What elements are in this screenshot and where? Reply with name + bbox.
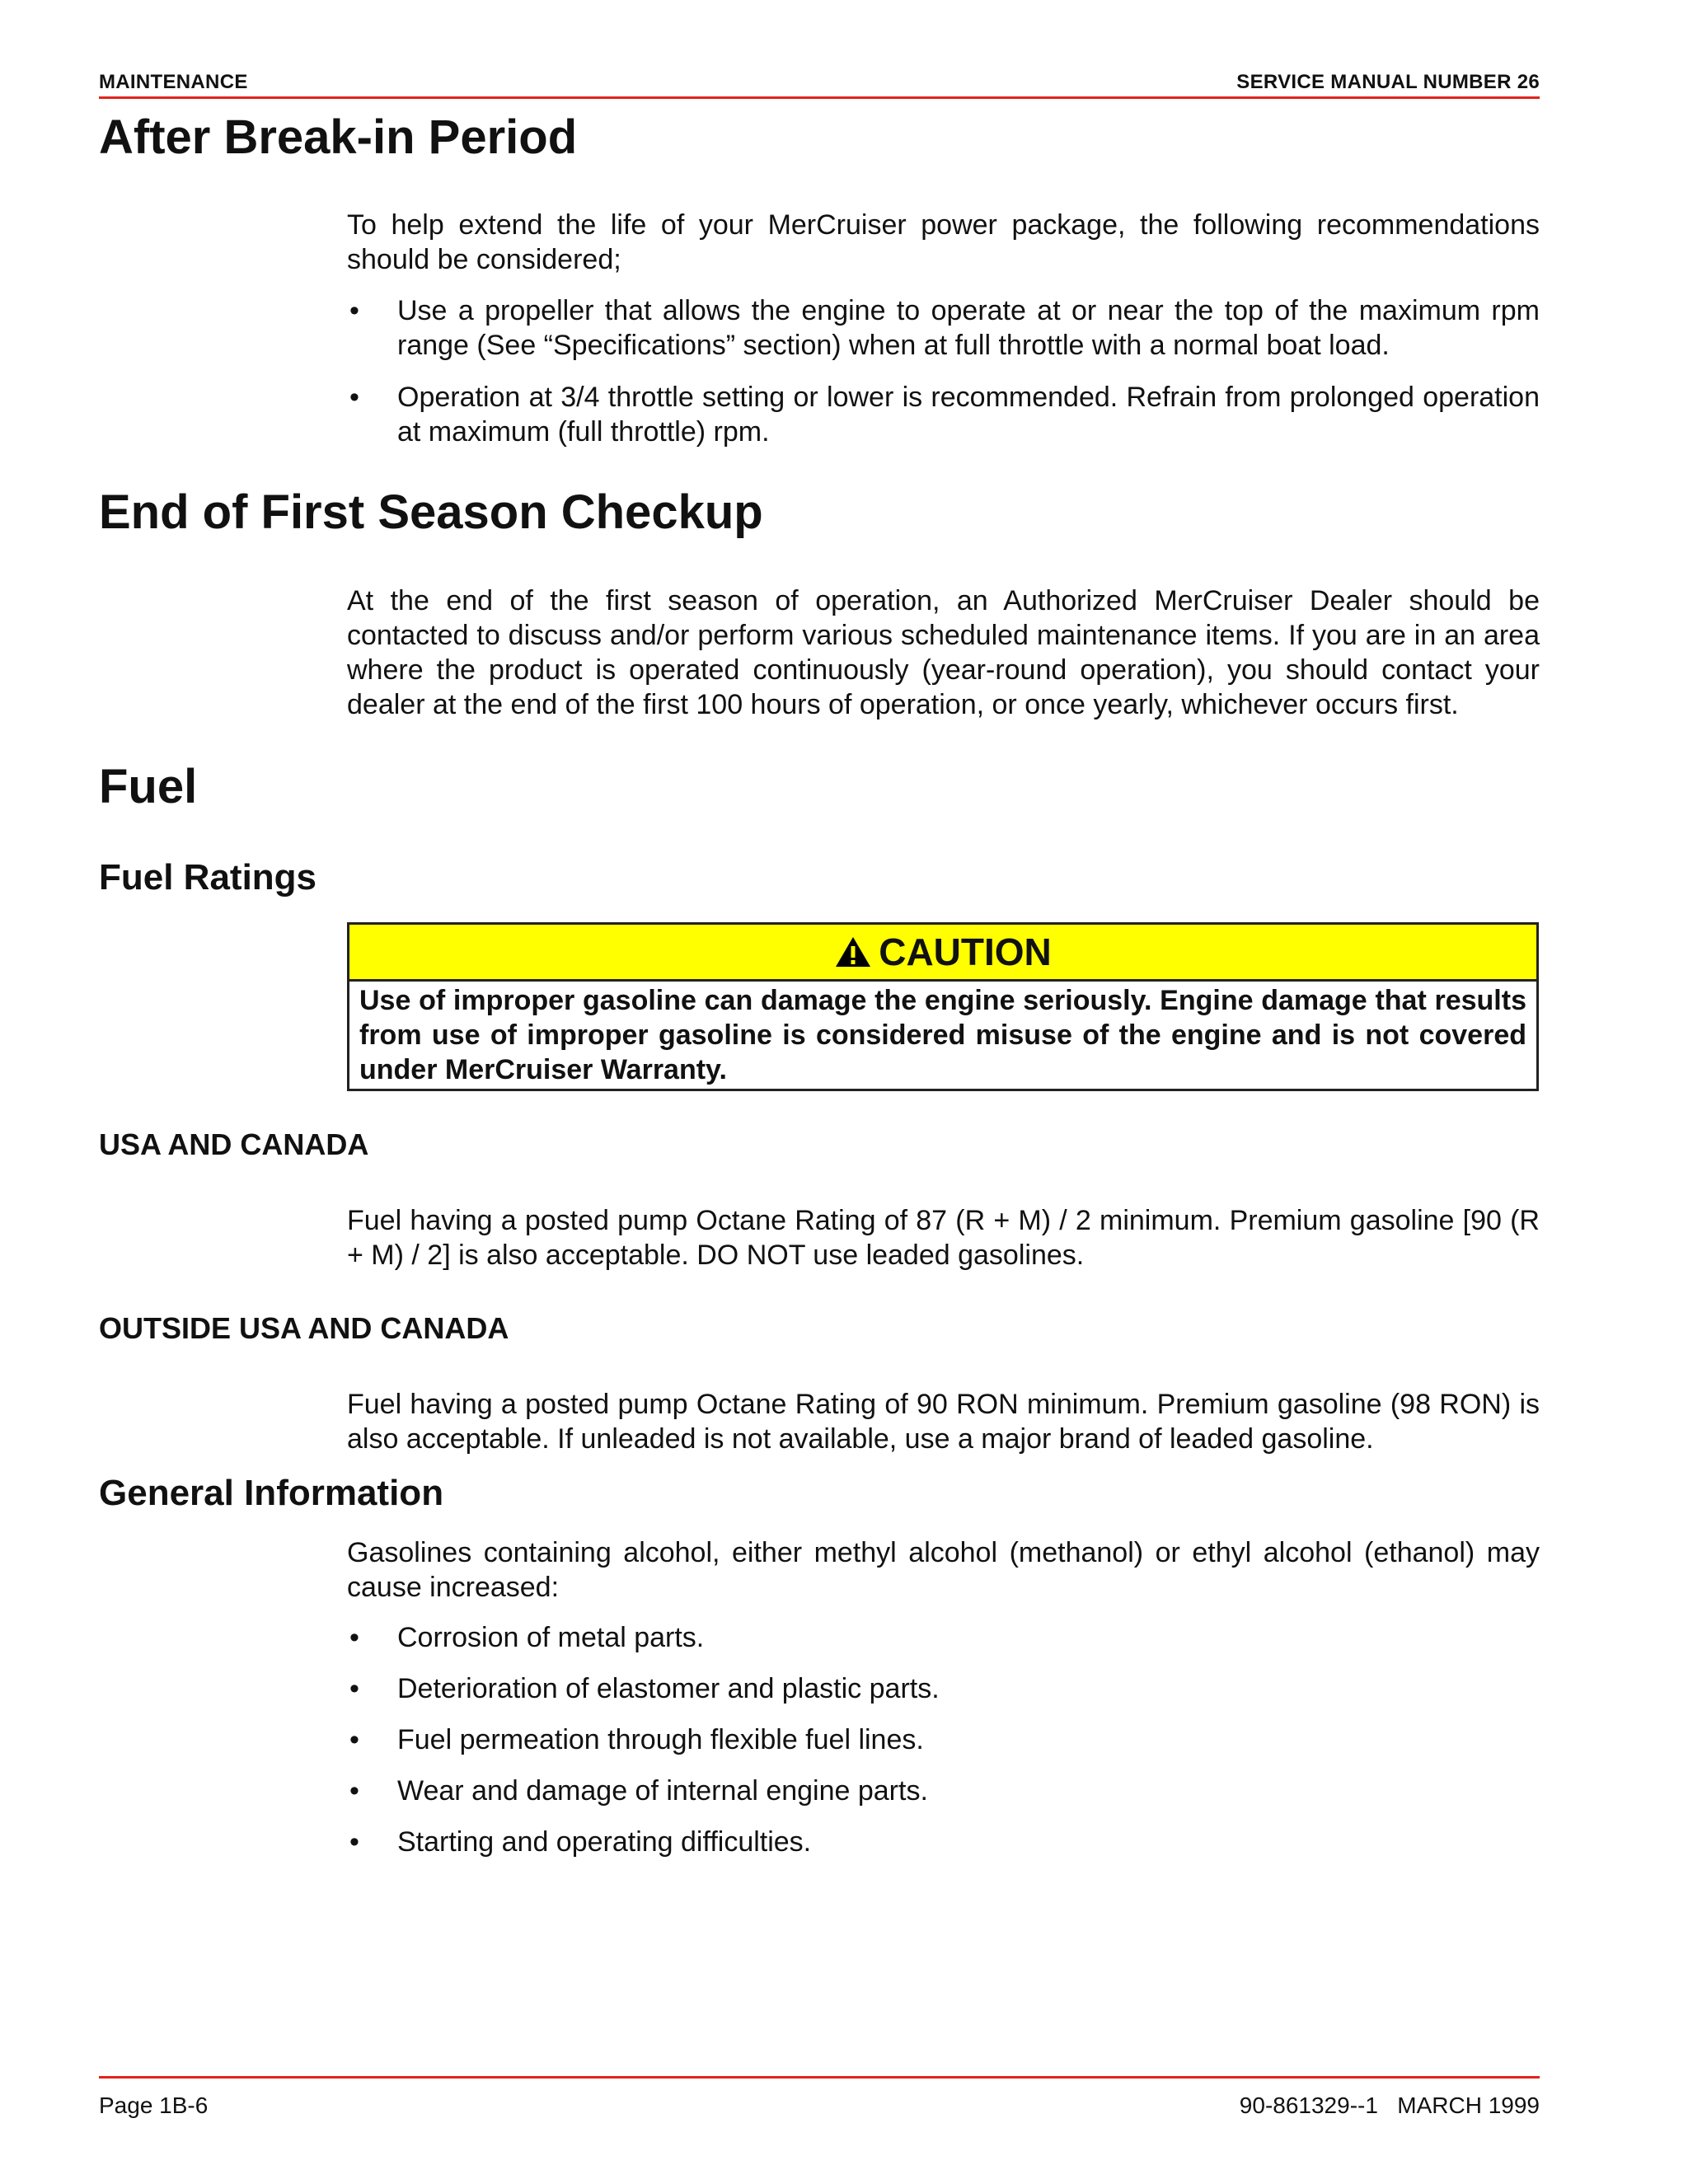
bullet-icon: • [349, 1775, 359, 1807]
general-information-intro: Gasolines containing alcohol, either methyl alcohol (methanol) or ethyl alcohol (ethanol) may cause increased: [347, 1537, 1540, 1603]
first-season-body: At the end of the first season of operation, an Authorized MerCruiser Dealer should be contacted to discuss and/or perform various scheduled maintenance items. If you are in an area where the product is operated continuously (year-round operation), you should contact your dealer at the end of the first 100 hours of operation, or once yearly, whichever occurs first. [347, 585, 1540, 720]
list-item [347, 1620, 1540, 1655]
list-item-text: Wear and damage of internal engine parts. [397, 1775, 928, 1807]
list-item [347, 1671, 1540, 1706]
section-title-fuel: Fuel [99, 760, 198, 813]
outside-usa-canada-body: Fuel having a posted pump Octane Rating of 90 RON minimum. Premium gasoline (98 RON) is also acceptable. If unleaded is not available, use a major brand of leaded gasoline. [347, 1389, 1540, 1455]
warning-triangle-icon [834, 935, 872, 968]
usa-canada-body: Fuel having a posted pump Octane Rating of 87 (R + M) / 2 minimum. Premium gasoline [90 (R + M) / 2] is also acceptable. DO NOT use leaded gasolines. [347, 1205, 1540, 1271]
caution-box [347, 922, 1539, 1091]
subsection-title-fuel-ratings: Fuel Ratings [99, 857, 317, 898]
caution-label: CAUTION [879, 930, 1052, 973]
bullet-icon: • [349, 295, 359, 326]
list-item [347, 1825, 1540, 1859]
list-item-text: Fuel permeation through flexible fuel lines. [397, 1724, 924, 1755]
bullet-icon: • [349, 382, 359, 413]
list-item [347, 1774, 1540, 1808]
bullet-icon: • [349, 1622, 359, 1653]
document-number-date: 90-861329--1 MARCH 1999 [1239, 2093, 1540, 2118]
header-section: MAINTENANCE [99, 71, 248, 93]
page-header [99, 71, 1540, 96]
list-item-text: Corrosion of metal parts. [397, 1622, 705, 1653]
list-item [347, 293, 1540, 363]
list-item-text: Operation at 3/4 throttle setting or lower is recommended. Refrain from prolonged operation at maximum (full throttle) rpm. [397, 382, 1540, 448]
header-manual-number: SERVICE MANUAL NUMBER 26 [1236, 71, 1540, 93]
caution-header [349, 925, 1536, 982]
list-item-text: Use a propeller that allows the engine to operate at or near the top of the maximum rpm range (See “Specifications” section) when at full throttle with a normal boat load. [397, 295, 1540, 361]
subsection-title-general-information: General Information [99, 1473, 444, 1513]
section-title-first-season: End of First Season Checkup [99, 485, 763, 539]
bullet-icon: • [349, 1673, 359, 1704]
bullet-icon: • [349, 1724, 359, 1755]
footer-rule [99, 2076, 1540, 2079]
subsection-title-usa-canada: USA AND CANADA [99, 1127, 369, 1161]
page-number: Page 1B-6 [99, 2093, 209, 2118]
bullet-icon: • [349, 1826, 359, 1858]
list-item [347, 380, 1540, 449]
caution-text: Use of improper gasoline can damage the engine seriously. Engine damage that results from use of improper gasoline is considered misuse of the engine and is not covered under MerCruiser Warranty. [359, 985, 1526, 1085]
list-item-text: Starting and operating difficulties. [397, 1826, 812, 1858]
header-rule [99, 96, 1540, 99]
subsection-title-outside-usa-canada: OUTSIDE USA AND CANADA [99, 1311, 509, 1345]
list-item [347, 1722, 1540, 1757]
section-title-break-in: After Break-in Period [99, 110, 578, 164]
list-item-text: Deterioration of elastomer and plastic parts. [397, 1673, 940, 1704]
break-in-intro: To help extend the life of your MerCruiser power package, the following recommendations should be considered; [347, 209, 1540, 275]
